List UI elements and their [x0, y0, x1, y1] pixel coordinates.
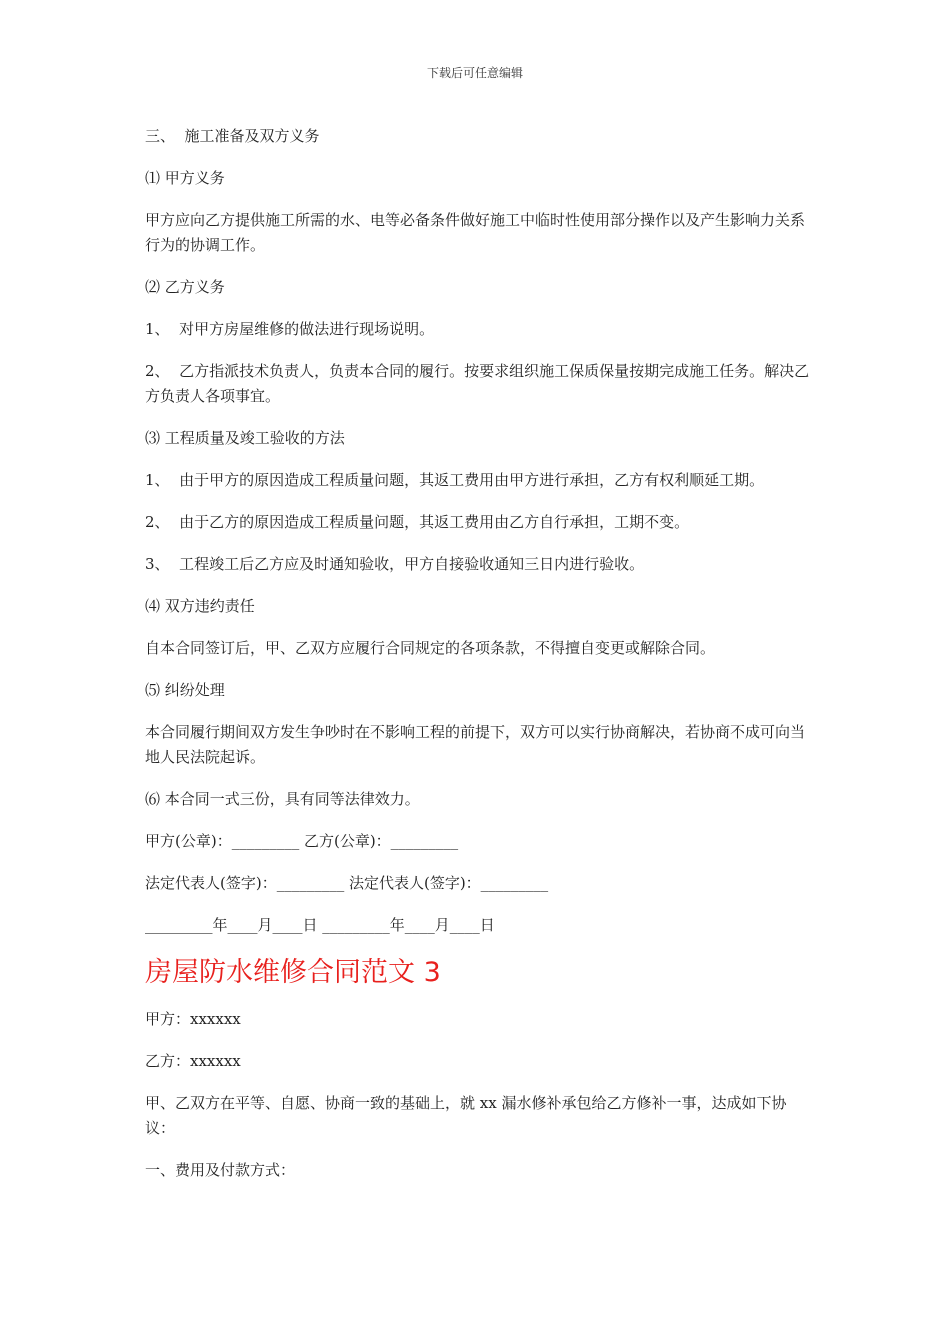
- page-header: 下载后可任意编辑: [426, 66, 523, 80]
- party-a-line: 甲方：xxxxxx: [145, 1010, 241, 1028]
- paragraph: 本合同履行期间双方发生争吵时在不影响工程的前提下，双方可以实行协商解决，若协商不成可向当地人民法院起诉。: [145, 723, 806, 766]
- subheading-dispute-resolution: ⑸ 纠纷处理: [145, 681, 225, 699]
- list-item: 1、 对甲方房屋维修的做法进行现场说明。: [145, 320, 435, 338]
- signature-seal-line: 甲方(公章)：_________ 乙方(公章)：_________: [145, 832, 459, 850]
- document-body: [145, 124, 810, 1200]
- paragraph: ⑹ 本合同一式三份，具有同等法律效力。: [145, 790, 420, 808]
- subheading-party-a-obligations: ⑴ 甲方义务: [145, 169, 225, 187]
- section-title: 房屋防水维修合同范文 3: [145, 957, 441, 988]
- signature-representative-line: 法定代表人(签字)：_________ 法定代表人(签字)：_________: [145, 874, 549, 892]
- list-item: 2、 乙方指派技术负责人，负责本合同的履行。按要求组织施工保质保量按期完成施工任务。解决乙方负责人各项事宜。: [145, 362, 810, 405]
- paragraph: 甲方应向乙方提供施工所需的水、电等必备条件做好施工中临时性使用部分操作以及产生影响力关系行为的协调工作。: [145, 211, 806, 254]
- section-heading-preparation: 三、 施工准备及双方义务: [145, 127, 320, 145]
- paragraph: 甲、乙双方在平等、自愿、协商一致的基础上，就 xx 漏水修补承包给乙方修补一事，达成如下协议：: [145, 1094, 787, 1137]
- paragraph: 自本合同签订后，甲、乙双方应履行合同规定的各项条款，不得擅自变更或解除合同。: [145, 639, 716, 657]
- section-heading-fees: 一、费用及付款方式：: [145, 1161, 296, 1179]
- subheading-quality-acceptance: ⑶ 工程质量及竣工验收的方法: [145, 429, 345, 447]
- signature-date-line: _________年____月____日 _________年____月____日: [145, 916, 495, 934]
- list-item: 1、 由于甲方的原因造成工程质量问题，其返工费用由甲方进行承担，乙方有权利顺延工期。: [145, 471, 765, 489]
- list-item: 2、 由于乙方的原因造成工程质量问题，其返工费用由乙方自行承担，工期不变。: [145, 513, 690, 531]
- subheading-party-b-obligations: ⑵ 乙方义务: [145, 278, 225, 296]
- subheading-breach-liability: ⑷ 双方违约责任: [145, 597, 255, 615]
- list-item: 3、 工程竣工后乙方应及时通知验收，甲方自接验收通知三日内进行验收。: [145, 555, 645, 573]
- party-b-line: 乙方：xxxxxx: [145, 1052, 241, 1070]
